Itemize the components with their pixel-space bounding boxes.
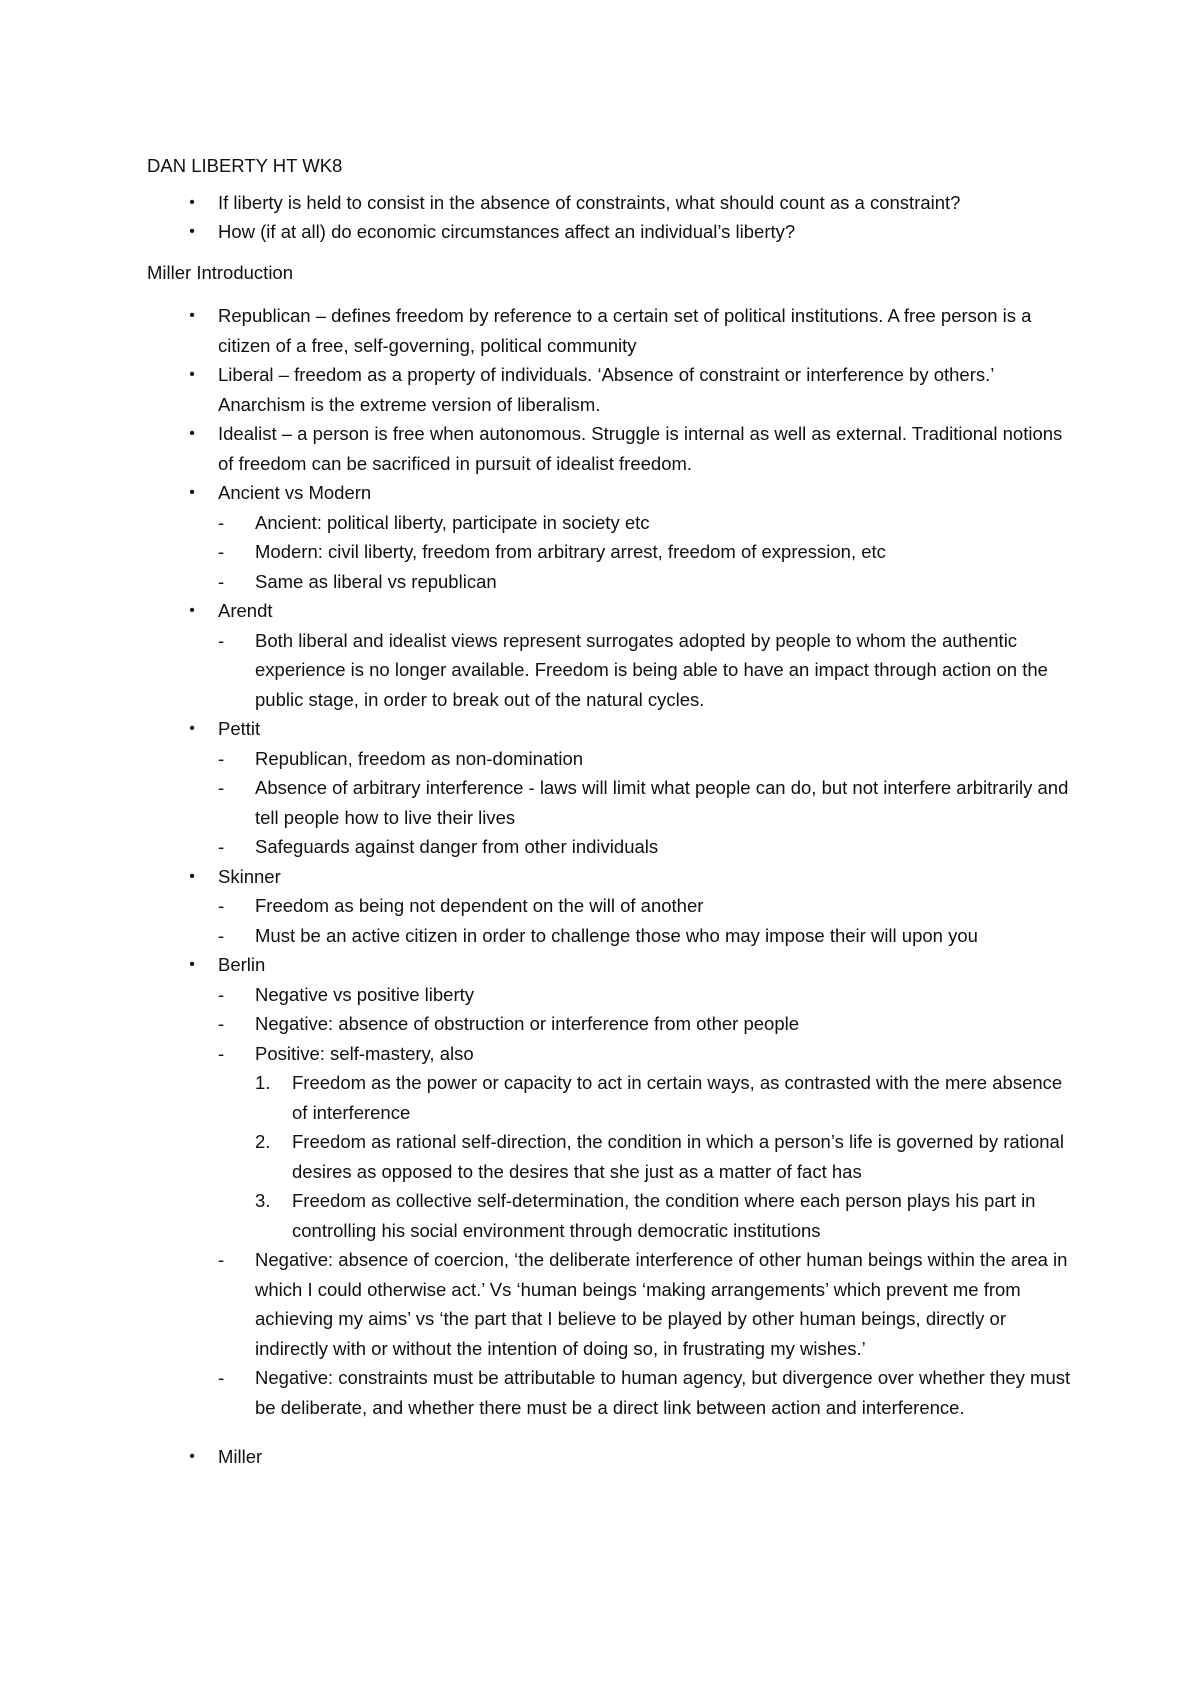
sub-item-text: Negative: absence of coercion, ‘the deliberate interference of other human beings within the area in which I could otherwise act.’ Vs ‘human beings ‘making arrangements’ which prevent me from achieving my aims’ vs ‘the part that I believe to be played by other human beings, directly or indirectly with or without the intention of doing so, in frustrating my wishes.’ [255, 1249, 1068, 1359]
sub-list [218, 980, 1077, 1423]
dash-marker: - [218, 629, 225, 651]
notes-list [147, 301, 1077, 1472]
note-item-text: Ancient vs Modern [218, 482, 372, 503]
note-item [147, 714, 1077, 862]
sub-item [218, 744, 1077, 774]
sub-item [218, 980, 1077, 1010]
sub-item-text: Freedom as being not dependent on the will of another [255, 895, 704, 916]
sub-list [218, 891, 1077, 950]
section-heading: Miller Introduction [147, 261, 294, 283]
sub-item-text: Modern: civil liberty, freedom from arbitrary arrest, freedom of expression, etc [255, 541, 886, 562]
note-item [147, 301, 1077, 360]
sub-item-text: Same as liberal vs republican [255, 570, 497, 592]
bullet-marker: • [189, 307, 195, 324]
note-item [147, 478, 1077, 596]
sub-item-text: Both liberal and idealist views represent surrogates adopted by people to whom the authentic experience is no longer available. Freedom is being able to have an impact through action on the public stage, in order to break out of the natural cycles. [255, 629, 1048, 710]
document-title: DAN LIBERTY HT WK8 [147, 155, 343, 176]
question-item-text: If liberty is held to consist in the absence of constraints, what should count as a constraint? [218, 191, 961, 213]
note-item-text: Arendt [218, 600, 273, 621]
sub-item-text: Negative: constraints must be attributable to human agency, but divergence over whether they must be deliberate, and whether there must be a direct link between action and interference. [255, 1367, 1071, 1418]
dash-marker: - [218, 924, 225, 946]
sub-item-text: Must be an active citizen in order to challenge those who may impose their will upon you [255, 924, 978, 946]
dash-marker: - [218, 570, 225, 592]
dash-marker: - [218, 1367, 225, 1388]
question-item-text: How (if at all) do economic circumstances affect an individual’s liberty? [218, 221, 796, 242]
sub-item-text: Republican, freedom as non-domination [255, 747, 584, 769]
bullet-marker: • [189, 867, 195, 885]
note-item-text: Idealist – a person is free when autonomous. Struggle is internal as well as external. Traditional notions of freedom can be sacrificed in pursuit of idealist freedom. [218, 423, 1063, 474]
numbered-item-text: Freedom as the power or capacity to act in certain ways, as contrasted with the mere absence of interference [292, 1072, 1063, 1123]
sub-list [218, 508, 1077, 597]
note-item [147, 950, 1077, 1422]
dash-marker: - [218, 836, 225, 857]
dash-marker: - [218, 511, 225, 533]
bullet-marker: • [189, 720, 195, 737]
numbered-item [255, 1127, 1077, 1186]
bullet-marker: • [189, 602, 195, 619]
numbered-item [255, 1068, 1077, 1127]
note-item [147, 862, 1077, 951]
dash-marker: - [218, 1249, 225, 1270]
sub-list [218, 744, 1077, 862]
note-item-text: Berlin [218, 954, 266, 975]
item-number: 3. [255, 1190, 271, 1211]
sub-item [218, 567, 1077, 597]
dash-marker: - [218, 895, 225, 916]
numbered-item-text: Freedom as collective self-determination, the condition where each person plays his part in controlling his social environment through democratic institutions [292, 1190, 1036, 1241]
sub-item [218, 626, 1077, 715]
note-item-text: Skinner [218, 865, 281, 887]
numbered-item-text: Freedom as rational self-direction, the condition in which a person’s life is governed by rational desires as opposed to the desires that she just as a matter of fact has [292, 1131, 1064, 1182]
note-item-text: Republican – defines freedom by reference to a certain set of political institutions. A free person is a citizen of a free, self-governing, political community [218, 305, 1032, 356]
sub-item-text: Negative vs positive liberty [255, 983, 475, 1005]
note-item [147, 1442, 1077, 1472]
item-number: 2. [255, 1131, 271, 1152]
dash-marker: - [218, 1013, 225, 1034]
sub-item [218, 537, 1077, 567]
dash-marker: - [218, 777, 225, 798]
sub-item [218, 508, 1077, 538]
bullet-marker: • [189, 425, 195, 442]
note-item [147, 419, 1077, 478]
numbered-list [255, 1068, 1077, 1245]
bullet-marker: • [189, 1448, 195, 1465]
question-item [147, 188, 1077, 218]
sub-item [218, 1363, 1077, 1422]
document-body [147, 151, 1077, 1472]
bullet-marker: • [189, 366, 195, 383]
sub-item [218, 832, 1077, 862]
dash-marker: - [218, 541, 225, 562]
note-item [147, 360, 1077, 419]
sub-item [218, 1009, 1077, 1039]
sub-item [218, 1245, 1077, 1363]
question-item [147, 217, 1077, 247]
numbered-item [255, 1186, 1077, 1245]
sub-item-text: Absence of arbitrary interference - laws will limit what people can do, but not interfere arbitrarily and tell people how to live their lives [255, 777, 1069, 828]
sub-item-text: Positive: self-mastery, also [255, 1042, 474, 1064]
dash-marker: - [218, 1042, 225, 1064]
sub-item [218, 921, 1077, 951]
sub-item [218, 773, 1077, 832]
sub-item-text: Safeguards against danger from other individuals [255, 836, 659, 857]
sub-item [218, 1039, 1077, 1246]
bullet-marker: • [189, 956, 195, 973]
sub-item [218, 891, 1077, 921]
dash-marker: - [218, 983, 225, 1005]
sub-list [218, 626, 1077, 715]
note-item-text: Miller [218, 1446, 263, 1467]
note-item-text: Pettit [218, 718, 261, 739]
bullet-marker: • [189, 223, 195, 240]
question-list [147, 188, 1077, 247]
sub-item-text: Ancient: political liberty, participate in society etc [255, 511, 650, 533]
dash-marker: - [218, 747, 225, 769]
bullet-marker: • [189, 193, 195, 211]
note-item-text: Liberal – freedom as a property of individuals. ‘Absence of constraint or interference by others.’ Anarchism is the extreme version of liberalism. [218, 364, 994, 415]
item-number: 1. [255, 1072, 271, 1093]
note-item [147, 596, 1077, 714]
sub-item-text: Negative: absence of obstruction or interference from other people [255, 1013, 800, 1034]
bullet-marker: • [189, 484, 195, 501]
